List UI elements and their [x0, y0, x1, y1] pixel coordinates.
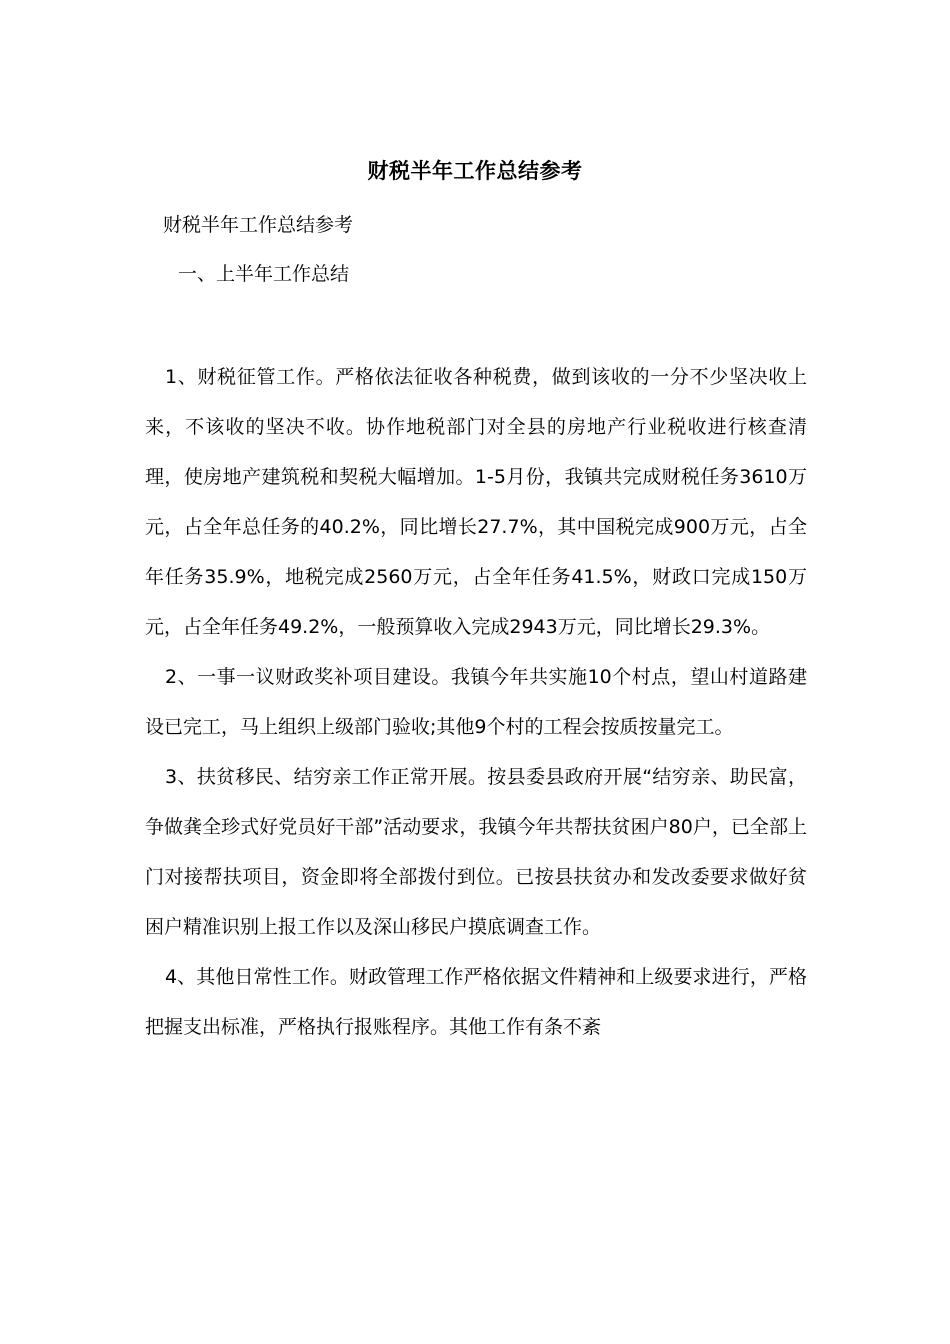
- paragraph-tax-collection: 1、财税征管工作。严格依法征收各种税费，做到该收的一分不少坚决收上来，不该收的坚决不收。协作地税部门对全县的房地产行业税收进行核查清理，使房地产建筑税和契税大幅增加。1-5月份，我镇共完成财税任务3610万元，占全年总任务的40.2%，同比增长27.7%，其中国税完成900万元，占全年任务35.9%，地税完成2560万元，占全年任务41.5%，财政口完成150万元，占全年任务49.2%，一般预算收入完成2943万元，同比增长29.3%。: [145, 366, 807, 638]
- document-subtitle: 财税半年工作总结参考: [163, 214, 354, 236]
- paragraph-poverty-relief: 3、扶贫移民、结穷亲工作正常开展。按县委县政府开展“结穷亲、助民富，争做龚全珍式好党员好干部”活动要求，我镇今年共帮扶贫困户80户，已全部上门对接帮扶项目，资金即将全部拨付到位。已按县扶贫办和发改委要求做好贫困户精准识别上报工作以及深山移民户摸底调查工作。: [145, 766, 807, 938]
- paragraph-award-projects: 2、一事一议财政奖补项目建设。我镇今年共实施10个村点，望山村道路建设已完工，马上组织上级部门验收;其他9个村的工程会按质按量完工。: [145, 666, 807, 738]
- document-body: [145, 352, 807, 1052]
- section-heading: 一、上半年工作总结: [178, 263, 350, 285]
- paragraph-daily-work: 4、其他日常性工作。财政管理工作严格依据文件精神和上级要求进行，严格把握支出标准，严格执行报账程序。其他工作有条不紊: [145, 966, 807, 1038]
- document-title: 财税半年工作总结参考: [367, 159, 583, 183]
